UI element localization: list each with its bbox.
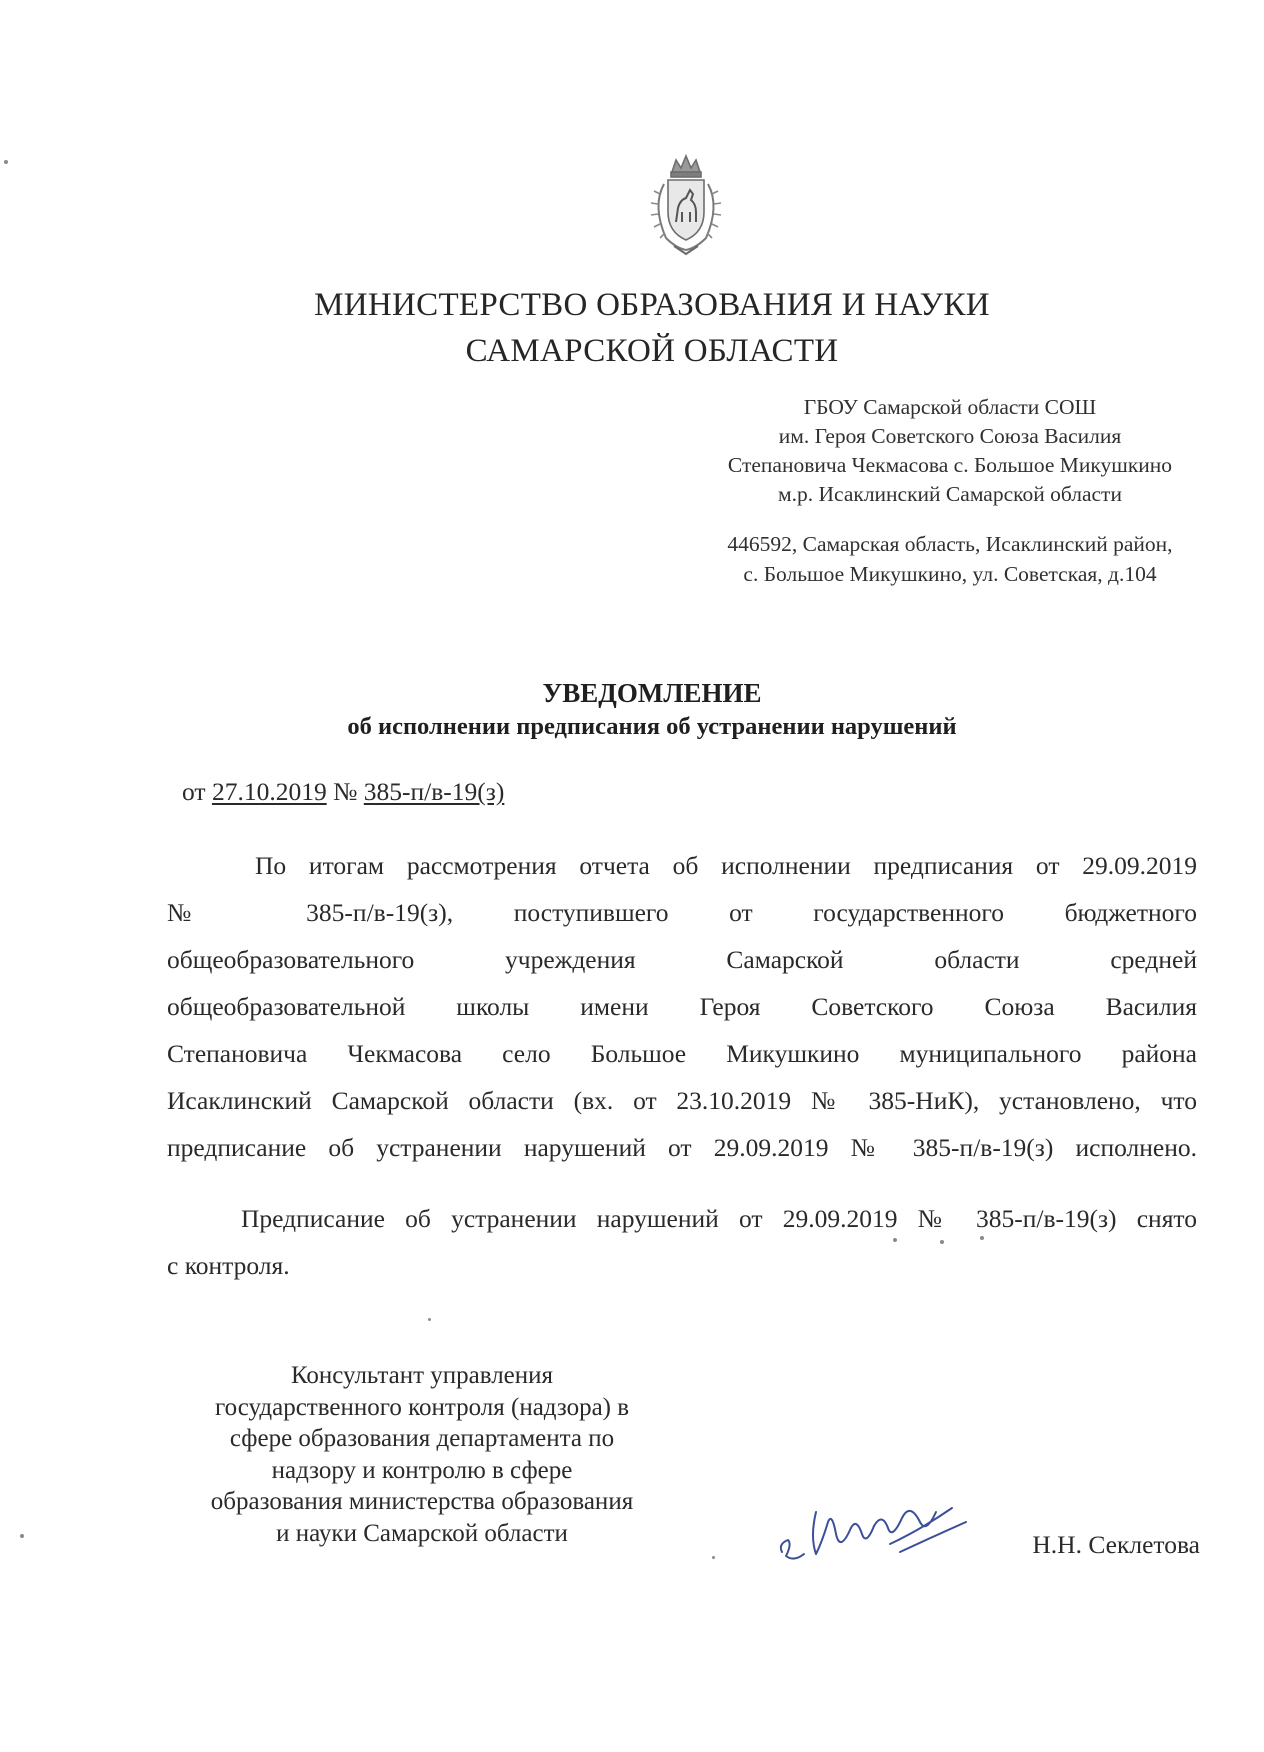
signer-position-line: и науки Самарской области (276, 1519, 568, 1547)
reference-number-sign: № (333, 777, 358, 806)
signer-name: Н.Н. Секлетова (1032, 1530, 1200, 1559)
reference-prefix: от (182, 777, 206, 806)
paragraph-line: Исаклинский Самарской области (вх. от 23.10.2019 № 385-НиК), установлено, что (167, 1086, 1197, 1115)
scan-speck (940, 1240, 944, 1244)
recipient-block (660, 393, 1240, 509)
signer-position-line: Консультант управления (290, 1362, 554, 1389)
reference-number: 385-п/в-19(з) (363, 777, 505, 806)
document-subtitle: об исполнении предписания об устранении нарушений (347, 713, 957, 740)
ministry-name-line-1: МИНИСТЕРСТВО ОБРАЗОВАНИЯ И НАУКИ (314, 287, 990, 323)
handwritten-signature (770, 1482, 980, 1572)
recipient-line: им. Героя Советского Союза Василия (778, 424, 1122, 448)
scan-speck (4, 160, 8, 164)
scan-speck (712, 1556, 715, 1559)
signer-position-line: сфере образования департамента по (229, 1425, 615, 1452)
address-line: 446592, Самарская область, Исаклинский район, (727, 532, 1173, 556)
signer-position-line: государственного контроля (надзора) в (214, 1393, 630, 1421)
scan-speck (428, 1318, 431, 1321)
paragraph-line: общеобразовательного учреждения Самарской области средней (167, 945, 1197, 974)
ministry-header (232, 282, 1072, 374)
recipient-address (680, 529, 1220, 589)
scan-speck (893, 1238, 897, 1242)
coat-of-arms-emblem (638, 150, 734, 260)
scan-speck (980, 1236, 984, 1240)
paragraph-line: предписание об устранении нарушений от 29.09.2019 № 385-п/в-19(з) исполнено. (167, 1133, 1197, 1162)
recipient-line: ГБОУ Самарской области СОШ (803, 395, 1097, 419)
recipient-line: Степановича Чекмасова с. Большое Микушкино (727, 453, 1173, 477)
paragraph-line: № 385-п/в-19(з), поступившего от государственного бюджетного (167, 898, 1197, 927)
reference-date: 27.10.2019 (211, 777, 327, 806)
body-paragraph-2 (167, 1195, 1197, 1289)
recipient-line: м.р. Исаклинский Самарской области (778, 482, 1122, 506)
paragraph-line: с контроля. (167, 1251, 290, 1280)
document-title: УВЕДОМЛЕНИЕ (542, 678, 762, 708)
address-line: с. Большое Микушкино, ул. Советская, д.104 (743, 562, 1157, 586)
signer-position-line: надзору и контролю в сфере (271, 1456, 573, 1484)
signer-position (162, 1360, 682, 1549)
signer-position-line: образования министерства образования (210, 1488, 634, 1515)
paragraph-line: По итогам рассмотрения отчета об исполнении предписания от 29.09.2019 (255, 851, 1197, 880)
ministry-name-line-2: САМАРСКОЙ ОБЛАСТИ (465, 333, 839, 369)
paragraph-line: Предписание об устранении нарушений от 29.09.2019 № 385-п/в-19(з) снято (241, 1204, 1197, 1233)
paragraph-line: Степановича Чекмасова село Большое Микушкино муниципального района (167, 1039, 1197, 1068)
document-reference (182, 775, 504, 809)
body-paragraph-1 (167, 842, 1197, 1171)
paragraph-line: общеобразовательной школы имени Героя Советского Союза Василия (167, 992, 1197, 1021)
scan-speck (20, 1534, 24, 1538)
